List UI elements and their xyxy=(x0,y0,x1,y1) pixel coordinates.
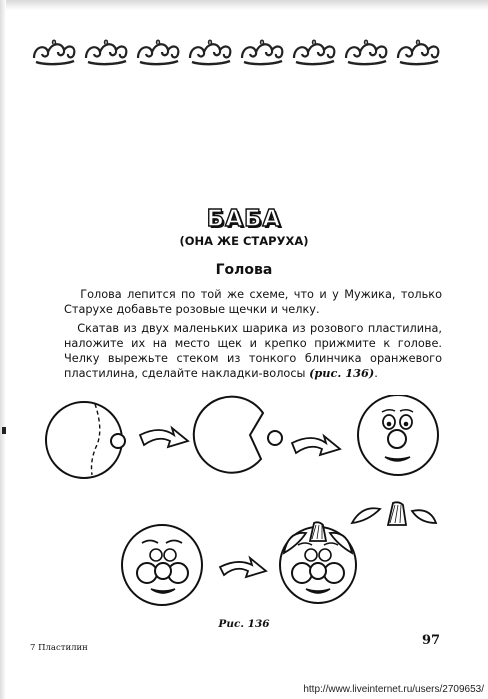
paragraph-1 xyxy=(64,287,442,318)
section-heading: Голова xyxy=(215,262,273,278)
ornament-5 xyxy=(242,40,282,64)
figure-reference: (рис. 136) xyxy=(309,366,375,381)
chapter-title: БАБА xyxy=(206,206,282,232)
ornament-8 xyxy=(398,40,438,64)
step-2-head-cut xyxy=(194,397,282,473)
paragraph-1-text: Голова лепится по той же схеме, что и у Мужика, только Старухе добавьте розовые щечки и челку. xyxy=(64,288,442,317)
illustration-figure-136 xyxy=(0,395,488,620)
chapter-subtitle: (ОНА ЖЕ СТАРУХА) xyxy=(179,234,309,248)
step-3-face xyxy=(358,395,438,475)
step-4-face-cheeks xyxy=(122,525,202,605)
paragraph-2 xyxy=(64,321,442,382)
figure-caption: Рис. 136 xyxy=(218,618,270,630)
arrow-icon xyxy=(140,428,188,447)
paragraph-2-text: Скатав из двух маленьких шарика из розового пластилина, наложите их на место щек и крепко прижмите к голове. Челку вырежьте стеком из тонкого блинчика оранжевого пластилина, сделайте накладки-волосы xyxy=(64,321,442,381)
step-5-finished-face xyxy=(280,522,356,603)
arrow-icon xyxy=(220,558,266,577)
ornament-1 xyxy=(34,40,74,64)
ornament-6 xyxy=(294,40,334,64)
body-text xyxy=(64,287,442,382)
title-block xyxy=(0,206,488,248)
footer-signature: 7 Пластилин xyxy=(30,643,88,653)
ornament-3 xyxy=(138,40,178,64)
page-edge-shadow xyxy=(0,0,488,10)
arrow-icon xyxy=(292,436,340,455)
paragraph-2-end: . xyxy=(374,367,378,381)
step-1-head-ball xyxy=(46,402,125,478)
ornament-2 xyxy=(86,40,126,64)
page-number: 97 xyxy=(422,633,441,648)
ornament-4 xyxy=(190,40,230,64)
watermark-url: http://www.liveinternet.ru/users/2709653/ xyxy=(303,684,484,695)
ornament-7 xyxy=(346,40,386,64)
hair-pieces xyxy=(352,502,436,525)
ornament-band xyxy=(30,38,440,66)
